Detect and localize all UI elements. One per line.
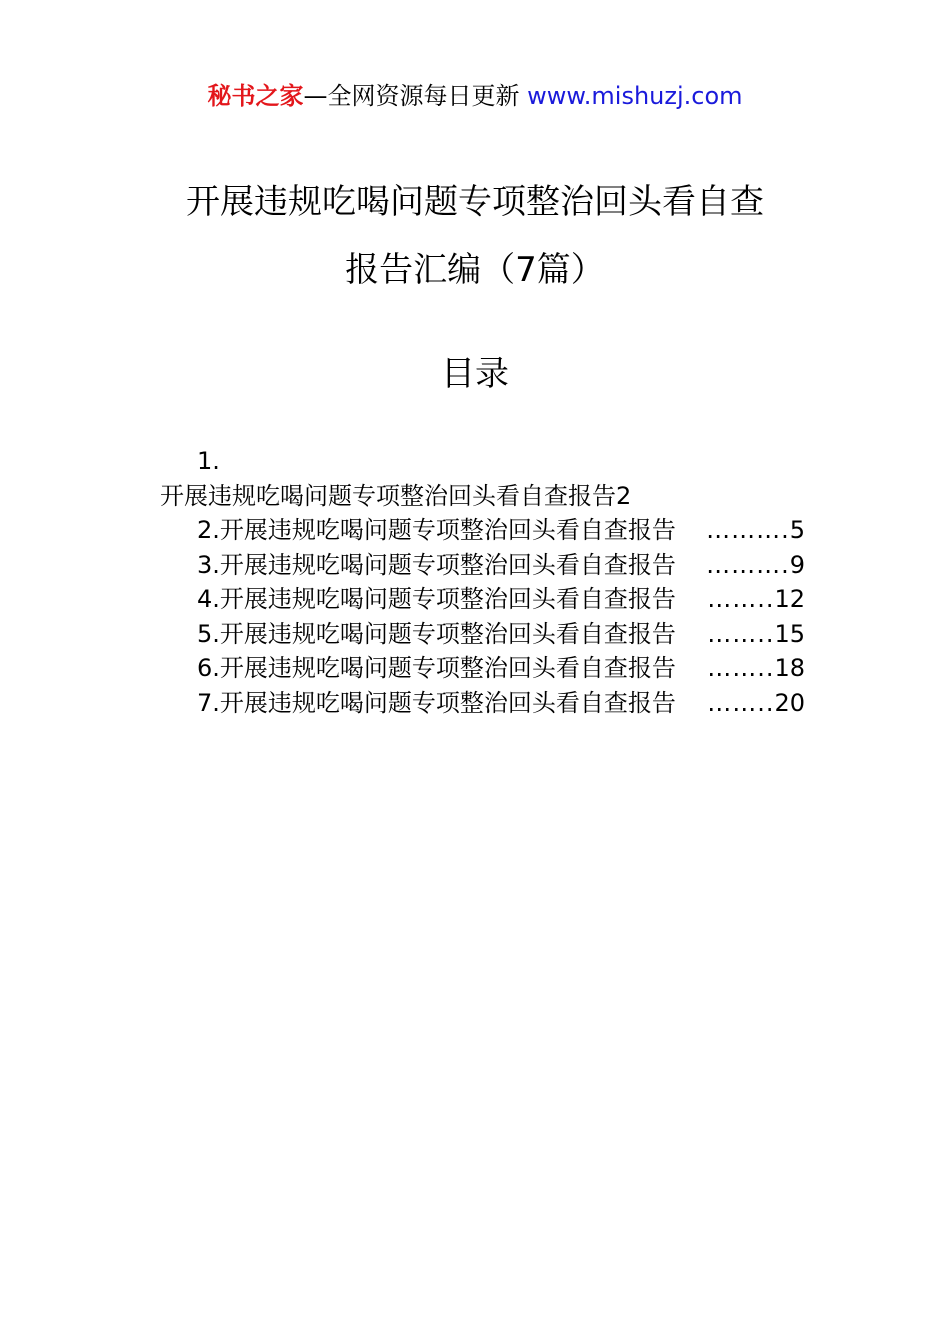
site-url-link[interactable]: www.mishuzj.com (527, 82, 743, 110)
toc-leader-dots: ………. (706, 551, 790, 579)
toc-page-number: 15 (774, 620, 805, 648)
toc-entry-5[interactable] (197, 618, 805, 650)
toc-entry-text: 5.开展违规吃喝问题专项整治回头看自查报告 (197, 620, 676, 648)
toc-leader-dots: …….. (707, 654, 775, 682)
page-header (0, 80, 950, 112)
document-title-line-2: 报告汇编（7篇） (345, 250, 605, 290)
toc-entry-2[interactable] (197, 514, 805, 546)
toc-entry-text: 7.开展违规吃喝问题专项整治回头看自查报告 (197, 689, 676, 717)
toc-page-number: 20 (774, 689, 805, 717)
toc-leader-dots: …….. (707, 585, 775, 613)
brand-name: 秘书之家 (207, 82, 304, 110)
toc-entry-text: 3.开展违规吃喝问题专项整治回头看自查报告 (197, 551, 676, 579)
toc-entry-1-text[interactable]: 开展违规吃喝问题专项整治回头看自查报告2 (160, 482, 632, 510)
toc-entry-6[interactable] (197, 652, 805, 684)
toc-entry-text: 6.开展违规吃喝问题专项整治回头看自查报告 (197, 654, 676, 682)
toc-entry-1-number[interactable]: 1. (197, 447, 220, 475)
toc-heading: 目录 (441, 354, 509, 394)
toc-leader-dots: ………. (706, 516, 790, 544)
toc-page-number: 18 (774, 654, 805, 682)
header-tagline: —全网资源每日更新 (303, 82, 520, 110)
toc-page-number: 5 (789, 516, 805, 544)
toc-leader-dots: …….. (707, 689, 775, 717)
toc-page-number: 9 (789, 551, 805, 579)
toc-entry-text: 2.开展违规吃喝问题专项整治回头看自查报告 (197, 516, 676, 544)
document-title-line-1: 开展违规吃喝问题专项整治回头看自查 (186, 182, 764, 222)
toc-entry-4[interactable] (197, 583, 805, 615)
toc-entry-3[interactable] (197, 549, 805, 581)
toc-leader-dots: …….. (707, 620, 775, 648)
toc-page-number: 12 (774, 585, 805, 613)
toc-entry-7[interactable] (197, 687, 805, 719)
toc-entry-text: 4.开展违规吃喝问题专项整治回头看自查报告 (197, 585, 676, 613)
